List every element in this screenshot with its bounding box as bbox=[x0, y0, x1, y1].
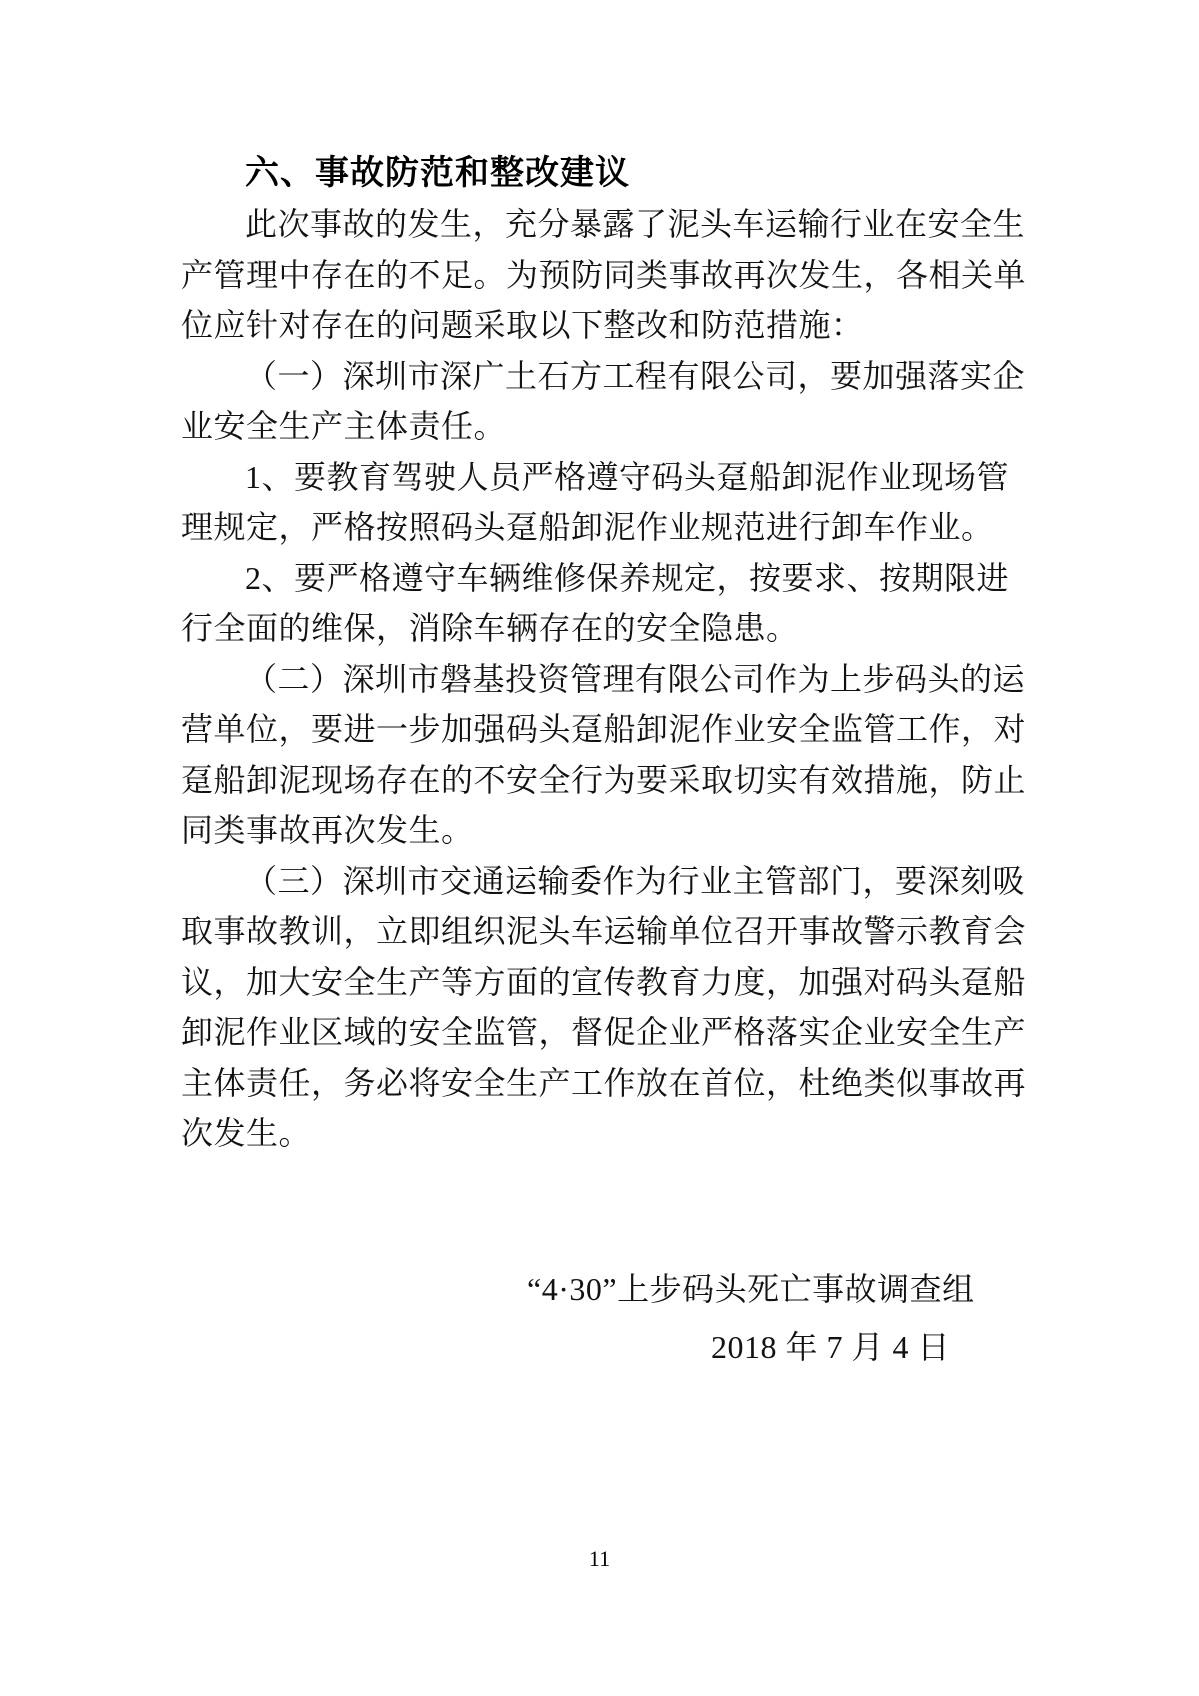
body-line: 产管理中存在的不足。为预防同类事故再次发生，各相关单 bbox=[181, 256, 1027, 293]
body-line: 业安全生产主体责任。 bbox=[181, 408, 507, 444]
body-line: （二）深圳市磐基投资管理有限公司作为上步码头的运 bbox=[245, 660, 1026, 697]
body-line: 主体责任，务必将安全生产工作放在首位，杜绝类似事故再 bbox=[181, 1064, 1027, 1101]
body-line: （三）深圳市交通运输委作为行业主管部门，要深刻吸 bbox=[245, 862, 1026, 899]
body-line: 理规定，严格按照码头趸船卸泥作业规范进行卸车作业。 bbox=[181, 509, 994, 545]
signature-line: “4·30”上步码头死亡事故调查组 bbox=[527, 1271, 975, 1307]
body-line: 次发生。 bbox=[181, 1115, 312, 1151]
date-line: 2018 年 7 月 4 日 bbox=[711, 1329, 951, 1365]
document-content bbox=[181, 147, 1061, 1159]
body-line: 取事故教训，立即组织泥头车运输单位召开事故警示教育会 bbox=[181, 913, 1027, 949]
body-line: 此次事故的发生，充分暴露了泥头车运输行业在安全生 bbox=[245, 206, 1026, 242]
body-line: 位应针对存在的问题采取以下整改和防范措施： bbox=[181, 307, 864, 343]
body-line: 议，加大安全生产等方面的宣传教育力度，加强对码头趸船 bbox=[181, 963, 1027, 1000]
body-line: （一）深圳市深广土石方工程有限公司，要加强落实企 bbox=[245, 357, 1026, 394]
body-line: 营单位，要进一步加强码头趸船卸泥作业安全监管工作，对 bbox=[181, 711, 1027, 747]
section-heading: 六、事故防范和整改建议 bbox=[245, 154, 630, 192]
body-line: 同类事故再次发生。 bbox=[181, 812, 474, 848]
page-number: 11 bbox=[588, 1546, 611, 1571]
body-line: 卸泥作业区域的安全监管，督促企业严格落实企业安全生产 bbox=[181, 1014, 1027, 1050]
body-line: 行全面的维保，消除车辆存在的安全隐患。 bbox=[181, 610, 799, 646]
body-line: 趸船卸泥现场存在的不安全行为要采取切实有效措施，防止 bbox=[181, 761, 1027, 798]
body-line: 2、要严格遵守车辆维修保养规定，按要求、按期限进 bbox=[245, 559, 1010, 596]
body-line: 1、要教育驾驶人员严格遵守码头趸船卸泥作业现场管 bbox=[245, 458, 1010, 495]
document-body bbox=[181, 199, 1061, 1159]
